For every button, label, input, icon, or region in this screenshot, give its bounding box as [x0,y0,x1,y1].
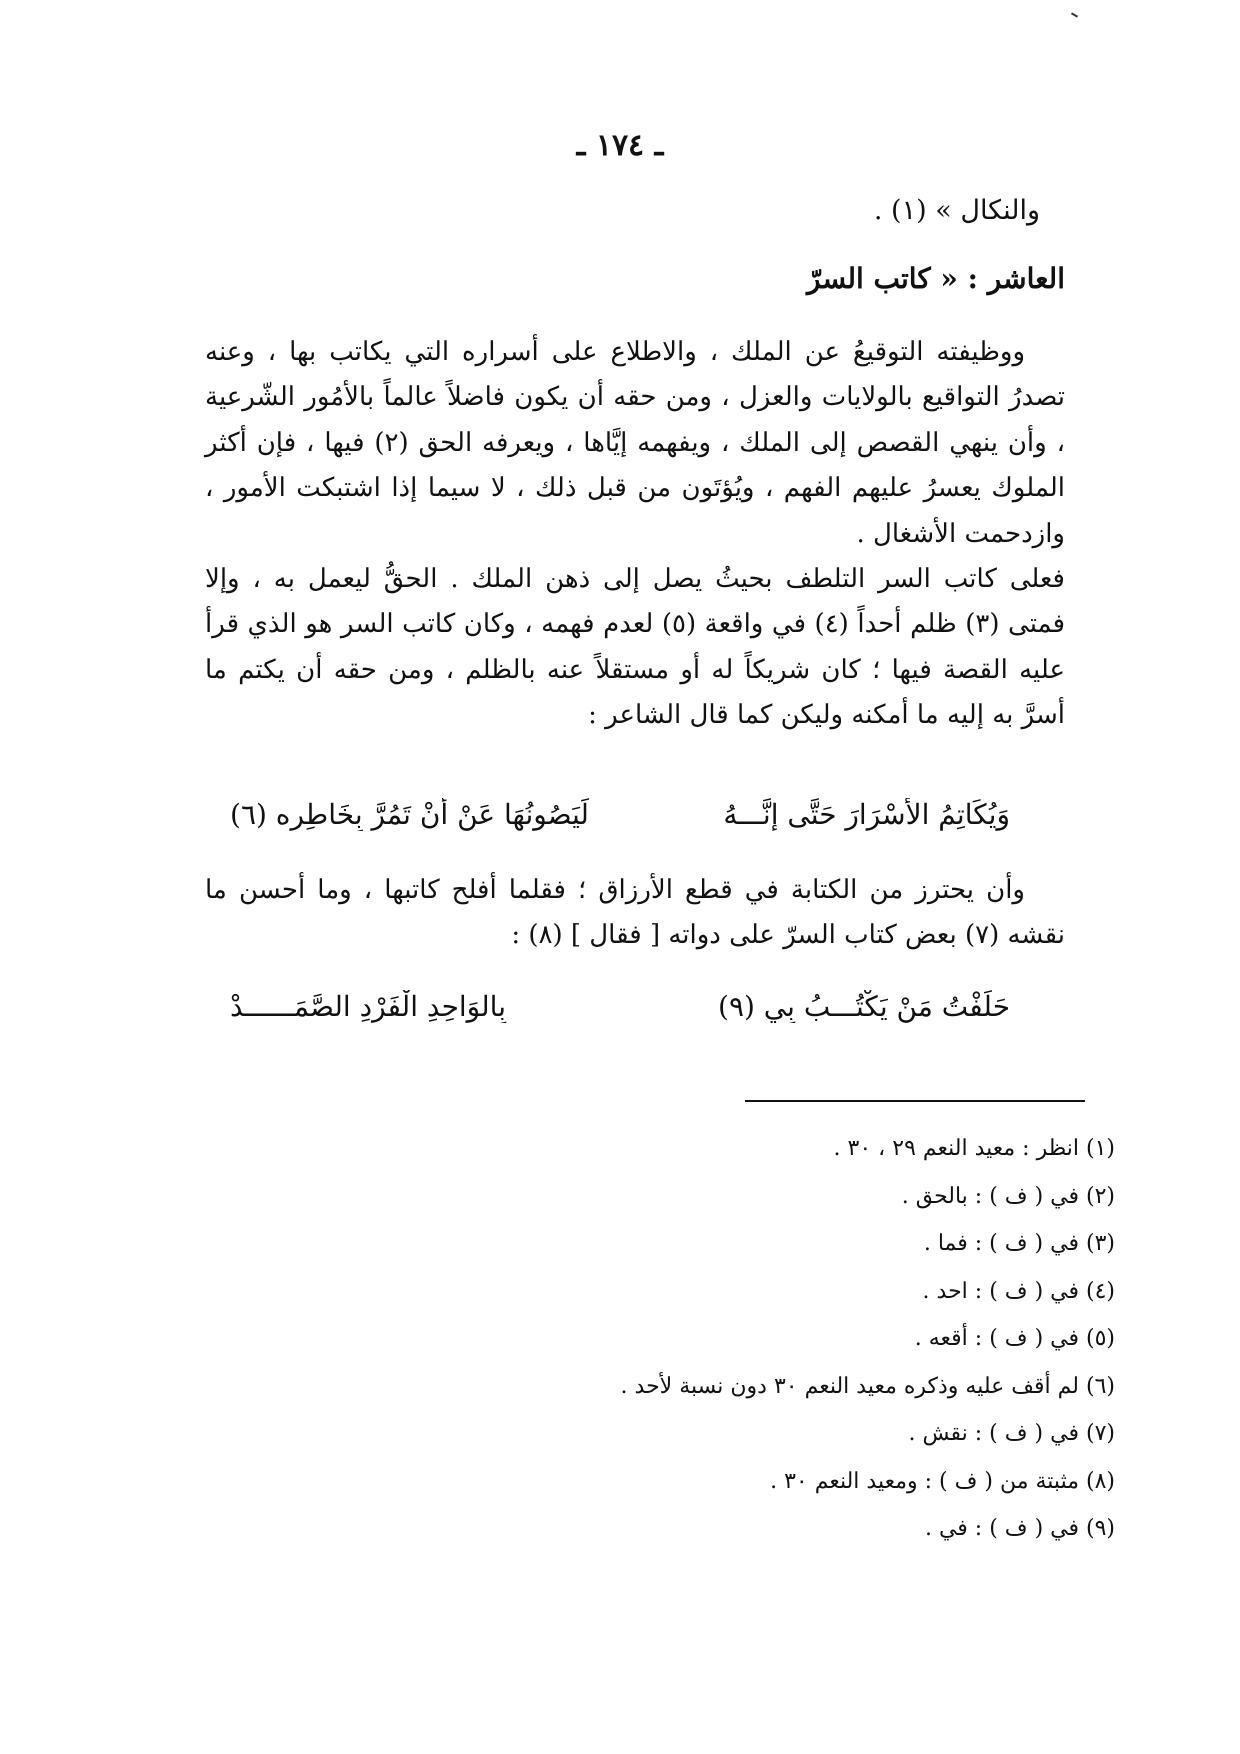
verse-first-hemistich: حَلَفْتُ مَنْ يَكْتُـــبُ بِي (٩) [718,990,1010,1023]
main-text [205,330,1065,739]
footnote: (٧) في ( ف ) : نقش . [908,1421,1115,1446]
poetry-verse [230,798,1030,858]
footnote: (٢) في ( ف ) : بالحق . [901,1183,1115,1209]
continuation-line: والنكال » (١) . [873,195,1040,226]
footnotes-list [315,1125,1115,1553]
section-heading: العاشر : « كاتب السرّ [807,262,1065,295]
verse-first-hemistich: وَيُكَاتِمُ الأَسْرَارَ حَتَّى إِنَّـــهُ [723,798,1010,831]
footnote: (١) انظر : معيد النعم ٢٩ ، ٣٠ . [833,1136,1115,1161]
paragraph: فعلى كاتب السر التلطف بحيثُ يصل إلى ذهن الملك . الحقُّ ليعمل به ، وإلا فمتى (٣) ظلم أحداً (٤) في واقعة (٥) لعدم فهمه ، وكان كاتب السر هو الذي قرأ عليه القصة فيها ؛ كان شريكاً له أو مستقلاً عنه بالظلم ، ومن حقه أن يكتم ما أسرَّ به إليه ما أمكنه وليكن كما قال الشاعر : [205,564,1066,731]
verse-second-hemistich: لَيَصُونُهَا عَنْ أَنْ تَمُرَّ بِخَاطِرِه (٦) [230,798,589,831]
paragraph: ووظيفته التوقيعُ عن الملك ، والاطلاع على أسراره التي يكاتب بها ، وعنه تصدرُ التواقيع بالولايات والعزل ، ومن حقه أن يكون فاضلاً عالماً بالأمُور الشّرعية ، وأن ينهي القصص إلى الملك ، ويفهمه إيَّاها ، ويعرفه الحق (٢) فيها ، فإن أكثر الملوك يعسرُ عليهم الفهم ، ويُؤتَون من قبل ذلك ، لا سيما إذا اشتبكت الأمور ، وازدحمت الأشغال . [205,337,1065,549]
scan-mark [1071,12,1078,17]
footnote: (٥) في ( ف ) : أقعه . [914,1326,1115,1351]
main-text-continued [205,868,1065,958]
footnote: (٩) في ( ف ) : في . [924,1516,1115,1541]
footnote: (٤) في ( ف ) : احد . [922,1278,1115,1304]
poetry-verse [230,990,1030,1050]
page-number: ـ ١٧٤ ـ [576,128,664,163]
footnote: (٨) مثبتة من ( ف ) : ومعيد النعم ٣٠ . [770,1468,1115,1494]
footnote: (٦) لم أقف عليه وذكره معيد النعم ٣٠ دون نسبة لأحد . [620,1373,1115,1399]
footnote: (٣) في ( ف ) : فما . [923,1231,1115,1256]
verse-second-hemistich: بِالوَاحِدِ الْفَرْدِ الصَّمَــــــدْ [230,990,506,1023]
paragraph: وأن يحترز من الكتابة في قطع الأرزاق ؛ فقلما أفلح كاتبها ، وما أحسن ما نقشه (٧) بعض كتاب السرّ على دواته [ فقال ] (٨) : [205,875,1065,950]
footnote-divider [745,1100,1085,1102]
